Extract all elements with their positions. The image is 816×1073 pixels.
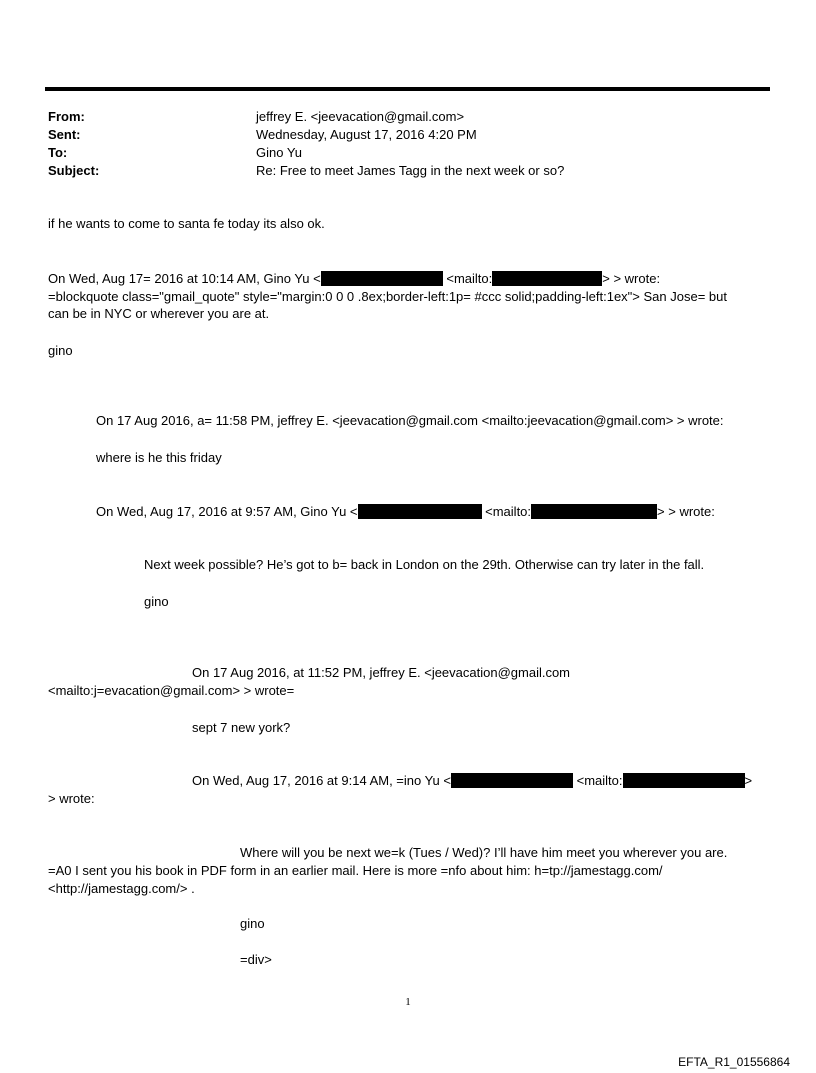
quote-wrote-2: > > wrote:	[657, 504, 715, 519]
body-line-13: sept 7 new york?	[192, 720, 291, 735]
body-line-1: if he wants to come to santa fe today its also ok.	[48, 216, 325, 231]
redaction-block	[492, 271, 602, 286]
document-id: EFTA_R1_01556864	[678, 1055, 790, 1069]
quote-attribution-1: On Wed, Aug 17= 2016 at 10:14 AM, Gino Yu <	[48, 271, 321, 286]
body-line-10: gino	[144, 594, 169, 609]
body-line-9: Next week possible? He’s got to b= back in London on the 29th. Otherwise can try later in the fall.	[144, 557, 705, 572]
quote-wrote-3: >	[744, 773, 753, 788]
body-line-16: Where will you be next we=k (Tues / Wed)? I’ll have him meet you wherever you are.	[240, 845, 728, 860]
body-line-11: On 17 Aug 2016, at 11:52 PM, jeffrey E. <jeevacation@gmail.com	[192, 665, 571, 680]
body-line-3: =blockquote class="gmail_quote" style="margin:0 0 0 .8ex;border-left:1p= #ccc solid;padding-left:1ex"> San Jose= but	[48, 289, 727, 304]
from-value: jeffrey E. <jeevacation@gmail.com>	[256, 109, 465, 124]
redaction-block	[358, 504, 482, 519]
body-line-20: =div>	[240, 952, 272, 967]
mailto-prefix: <mailto:	[485, 504, 532, 519]
body-line-5: gino	[48, 343, 73, 358]
sent-value: Wednesday, August 17, 2016 4:20 PM	[256, 127, 477, 142]
to-label: To:	[48, 145, 68, 160]
body-line-4: can be in NYC or wherever you are at.	[48, 306, 270, 321]
subject-value: Re: Free to meet James Tagg in the next week or so?	[256, 163, 565, 178]
redaction-block	[623, 773, 745, 788]
body-line-14	[192, 772, 752, 790]
mailto-prefix: <mailto:	[576, 773, 623, 788]
body-line-7: where is he this friday	[96, 450, 222, 465]
redaction-block	[451, 773, 573, 788]
quote-wrote-1: > > wrote:	[602, 271, 661, 286]
redaction-block	[531, 504, 657, 519]
body-line-6: On 17 Aug 2016, a= 11:58 PM, jeffrey E. <jeevacation@gmail.com <mailto:jeevacation@gmail.com> > wrote:	[96, 413, 724, 428]
quote-attribution-2: On Wed, Aug 17, 2016 at 9:57 AM, Gino Yu <	[96, 504, 358, 519]
body-line-8	[96, 503, 715, 521]
quote-attribution-3: On Wed, Aug 17, 2016 at 9:14 AM, =ino Yu <	[192, 773, 451, 788]
from-label: From:	[48, 109, 85, 124]
subject-label: Subject:	[48, 163, 100, 178]
redaction-block	[321, 271, 443, 286]
header-rule	[45, 87, 770, 91]
body-line-15: > wrote:	[48, 791, 95, 806]
sent-label: Sent:	[48, 127, 81, 142]
mailto-prefix: <mailto:	[446, 271, 493, 286]
body-line-2	[48, 270, 660, 288]
to-value: Gino Yu	[256, 145, 303, 160]
body-line-12: <mailto:j=evacation@gmail.com> > wrote=	[48, 683, 295, 698]
body-line-18: <http://jamestagg.com/> .	[48, 881, 195, 896]
body-line-17: =A0 I sent you his book in PDF form in an earlier mail. Here is more =nfo about him: h=tp://jamestagg.com/	[48, 863, 663, 878]
body-line-19: gino	[240, 916, 265, 931]
page-number: 1	[405, 996, 411, 1008]
